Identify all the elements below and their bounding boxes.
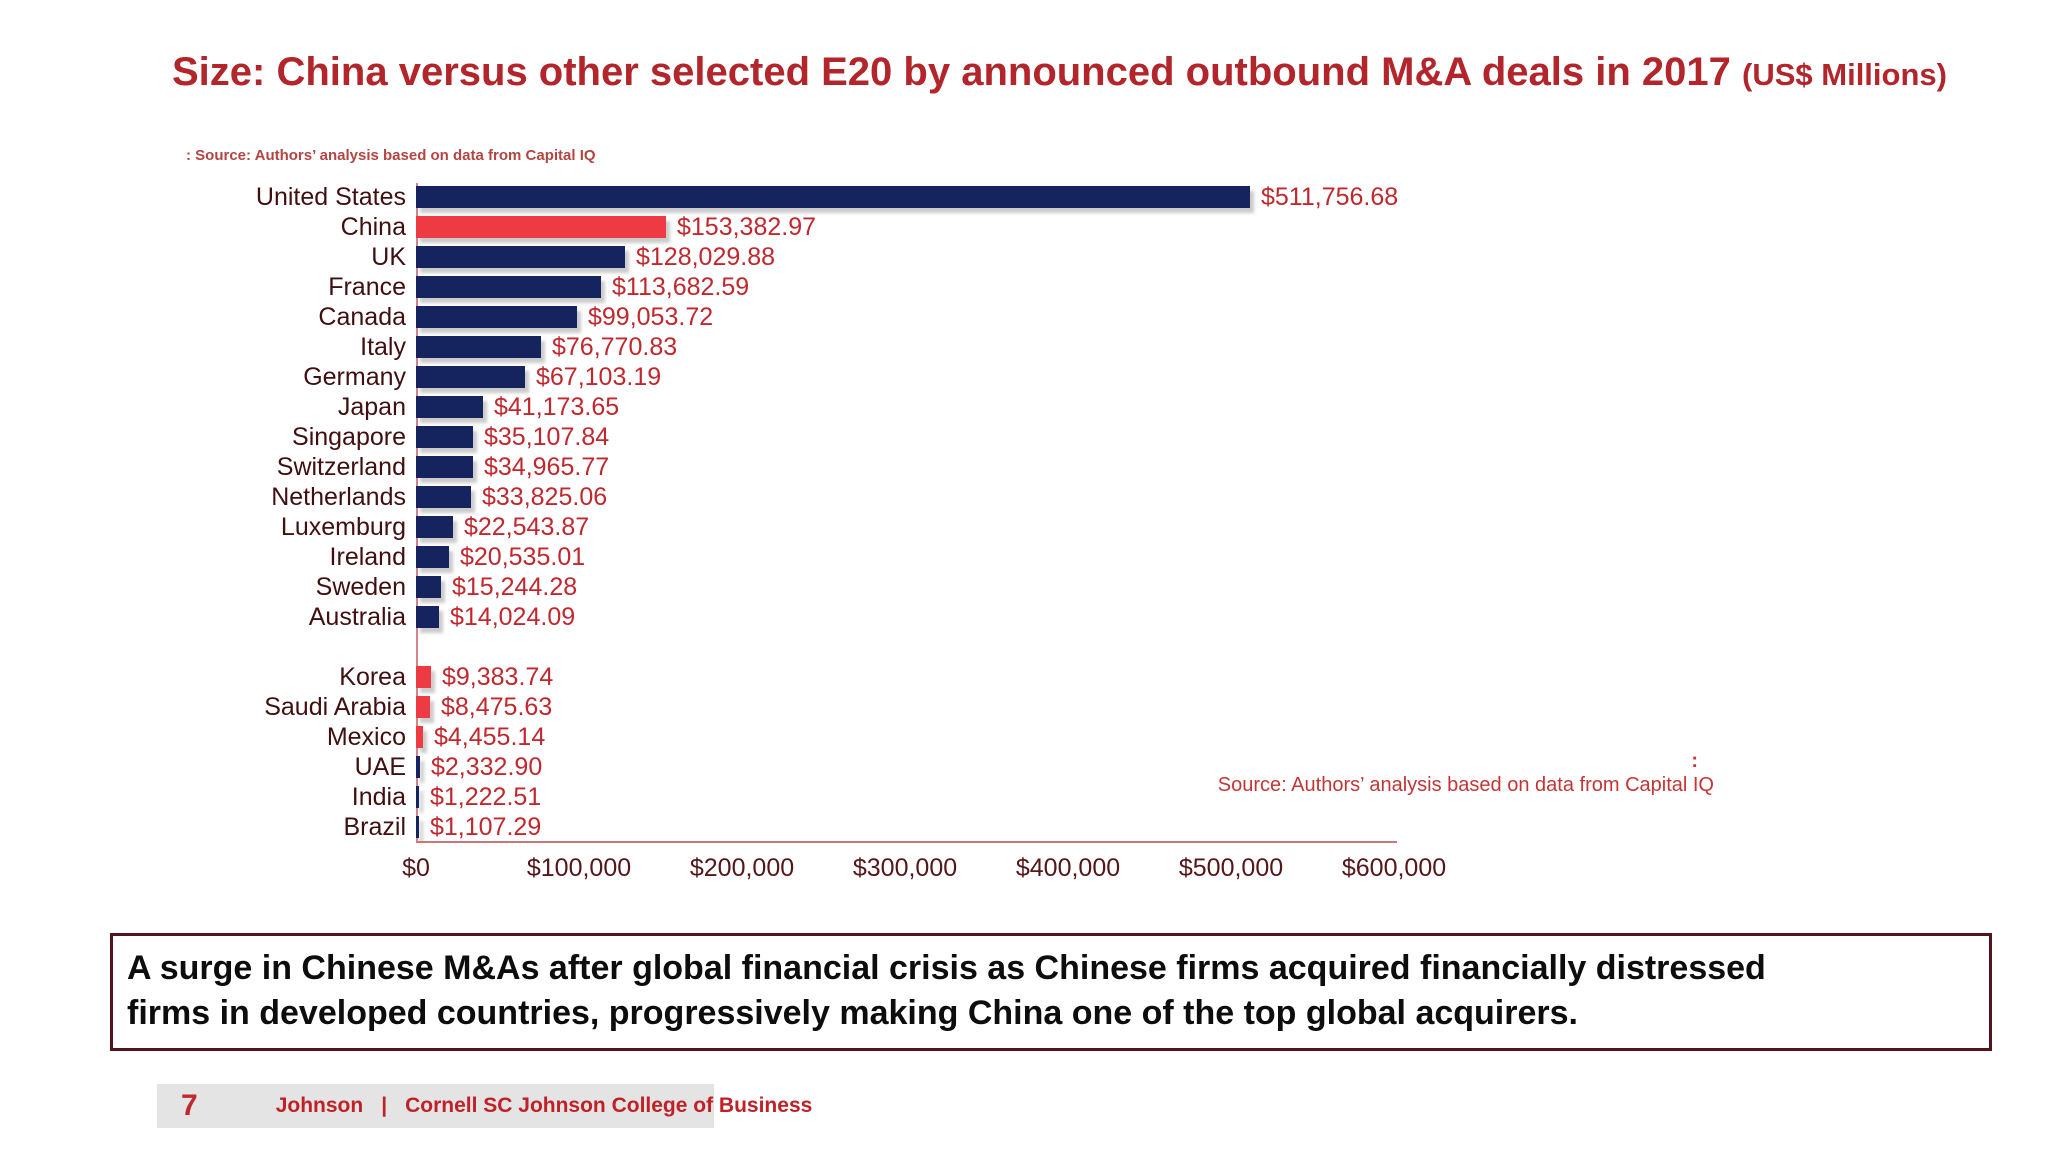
category-label: United States: [255, 183, 406, 211]
value-label: $33,825.06: [482, 483, 608, 511]
value-label: $1,107.29: [430, 813, 542, 841]
bar: [416, 756, 420, 778]
category-label: China: [340, 213, 406, 241]
value-label: $76,770.83: [552, 333, 678, 361]
value-label: $153,382.97: [677, 213, 817, 241]
category-label: Australia: [308, 603, 406, 631]
footer-bar: [157, 1084, 813, 1128]
category-label: Korea: [339, 663, 406, 691]
category-label: UK: [371, 243, 406, 271]
bar: [416, 516, 453, 538]
x-axis-tick-label: $300,000: [852, 854, 958, 882]
source-note-right: [1218, 750, 1714, 798]
source-note-right-colon: :: [1691, 750, 1698, 772]
category-label: UAE: [354, 753, 406, 781]
value-label: $35,107.84: [484, 423, 610, 451]
category-label: Netherlands: [271, 483, 406, 511]
bar: [416, 486, 471, 508]
bar: [416, 216, 666, 238]
x-axis-tick-label: $600,000: [1341, 854, 1447, 882]
bar: [416, 696, 430, 718]
footer-school: Cornell SC Johnson College of Business: [405, 1094, 813, 1117]
category-label: Switzerland: [276, 453, 406, 481]
page-number: 7: [181, 1089, 198, 1122]
bar: [416, 426, 473, 448]
value-label: $20,535.01: [460, 543, 586, 571]
bar: [416, 276, 601, 298]
category-label: Italy: [360, 333, 406, 361]
bar: [416, 606, 439, 628]
bar: [416, 366, 525, 388]
category-label: Brazil: [343, 813, 406, 841]
value-label: $1,222.51: [430, 783, 542, 811]
page-title-text: Size: China versus other selected E20 by announced outbound M&A deals in 2017: [172, 50, 1731, 94]
value-label: $4,455.14: [434, 723, 546, 751]
category-label: France: [328, 273, 406, 301]
x-axis-tick-label: $500,000: [1178, 854, 1284, 882]
source-note-top: : Source: Authors’ analysis based on data from Capital IQ: [186, 147, 596, 164]
category-label: Saudi Arabia: [264, 693, 406, 721]
footer-brand: Johnson: [275, 1094, 364, 1117]
category-label: Ireland: [329, 543, 406, 571]
callout-line-2: firms in developed countries, progressively making China one of the top global acquirers.: [127, 994, 1578, 1032]
value-label: $14,024.09: [450, 603, 576, 631]
value-label: $22,543.87: [464, 513, 590, 541]
bar: [416, 306, 577, 328]
footer-brand-line: [276, 1094, 813, 1118]
callout-box: [110, 933, 1992, 1051]
value-label: $9,383.74: [442, 663, 554, 691]
value-label: $99,053.72: [588, 303, 714, 331]
category-label: Germany: [303, 363, 406, 391]
bar: [416, 246, 625, 268]
bar: [416, 396, 483, 418]
value-label: $41,173.65: [494, 393, 620, 421]
value-label: $128,029.88: [636, 243, 776, 271]
value-label: $67,103.19: [536, 363, 662, 391]
x-axis-tick-label: $0: [402, 854, 430, 882]
bar: [416, 786, 419, 808]
category-label: India: [351, 783, 406, 811]
bar: [416, 546, 449, 568]
bar: [416, 456, 473, 478]
x-axis-line: [416, 841, 1397, 843]
value-label: $511,756.68: [1261, 183, 1399, 211]
value-label: $113,682.59: [612, 273, 750, 301]
x-axis-tick-label: $400,000: [1015, 854, 1121, 882]
category-label: Luxemburg: [280, 513, 406, 541]
value-label: $8,475.63: [441, 693, 553, 721]
category-label: Mexico: [326, 723, 406, 751]
x-axis-tick-label: $100,000: [526, 854, 632, 882]
bar: [416, 666, 431, 688]
bar: [416, 576, 441, 598]
bar: [416, 336, 541, 358]
source-note-right-text: Source: Authors’ analysis based on data from Capital IQ: [1217, 774, 1714, 796]
category-label: Singapore: [292, 423, 406, 451]
category-label: Canada: [318, 303, 406, 331]
x-axis-tick-label: $200,000: [689, 854, 795, 882]
value-label: $34,965.77: [484, 453, 610, 481]
category-label: Japan: [337, 393, 406, 421]
value-label: $2,332.90: [431, 753, 543, 781]
footer-separator: |: [381, 1094, 388, 1117]
callout-line-1: A surge in Chinese M&As after global financial crisis as Chinese firms acquired financially distressed: [127, 949, 1766, 987]
bar: [416, 726, 423, 748]
bar: [416, 186, 1250, 208]
page-title-units: (US$ Millions): [1742, 57, 1947, 92]
category-label: Sweden: [315, 573, 406, 601]
bar: [416, 816, 419, 838]
value-label: $15,244.28: [452, 573, 578, 601]
